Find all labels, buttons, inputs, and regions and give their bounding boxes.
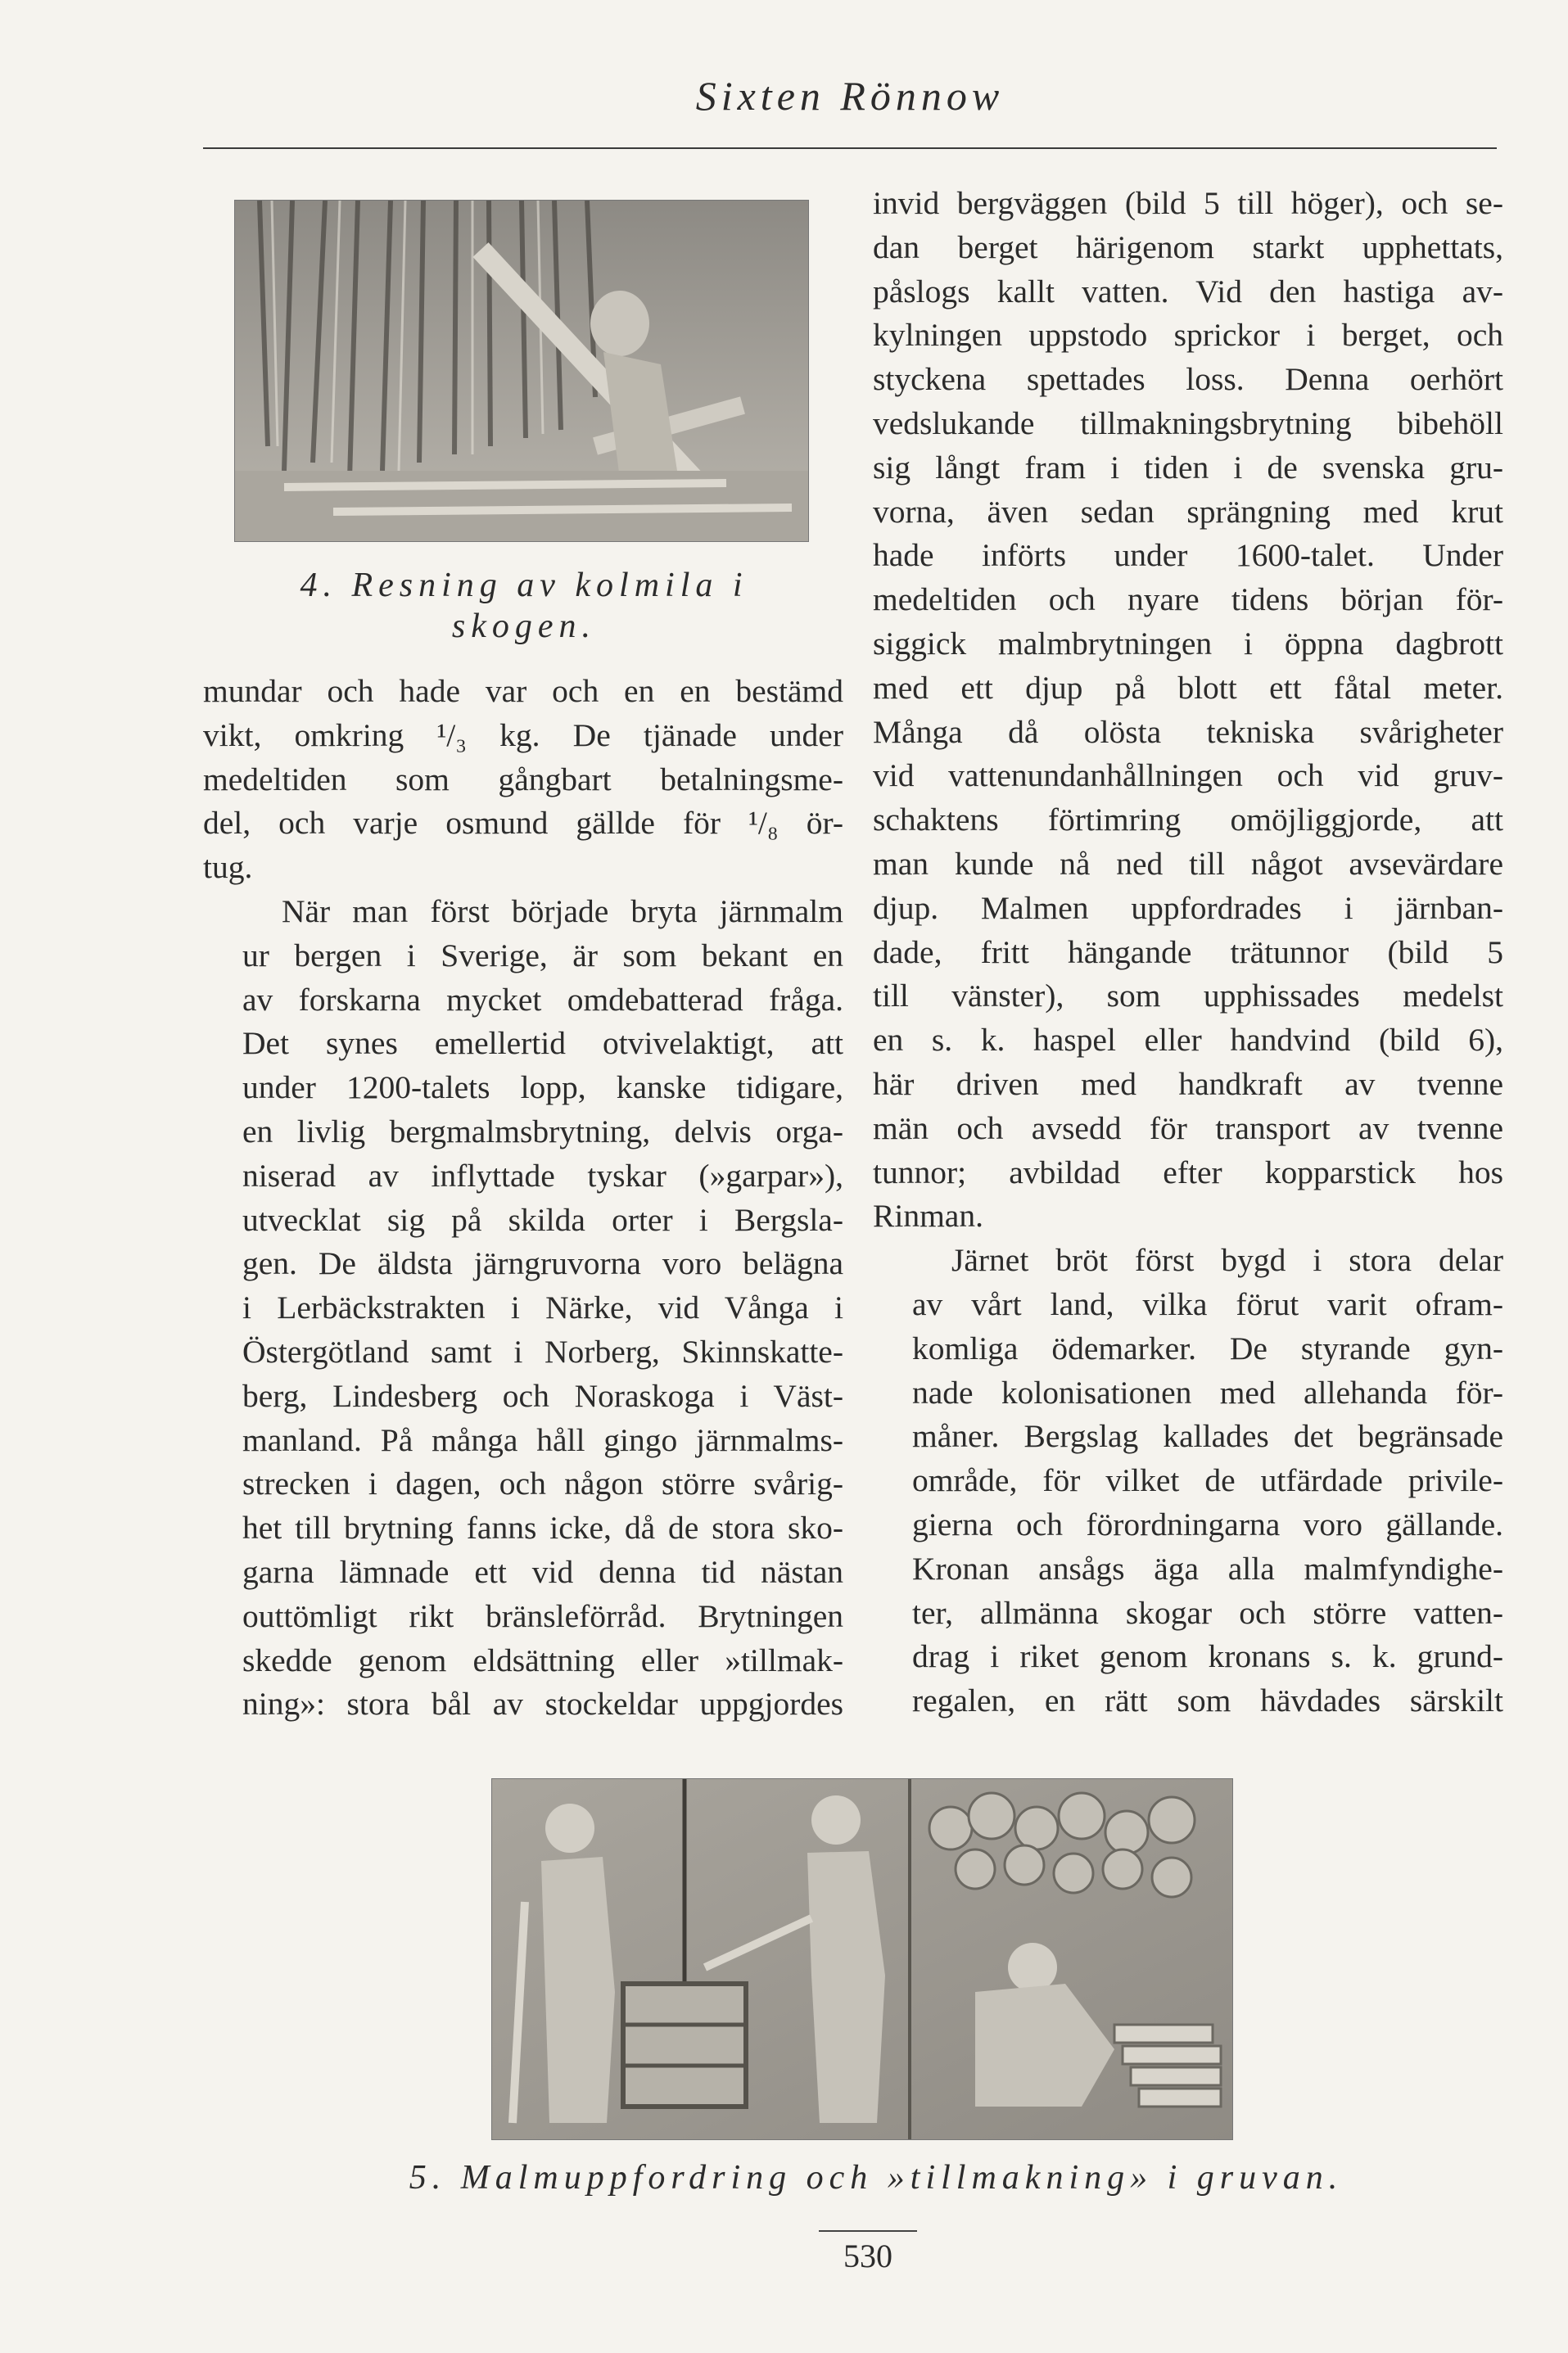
text-line: vid vattenundanhållningen och vid gruv- bbox=[873, 757, 1503, 794]
text-line: utvecklat sig på skilda orter i Bergsla- bbox=[242, 1201, 843, 1238]
text-line: Järnet bröt först bygd i stora delar bbox=[951, 1242, 1503, 1279]
text-line: påslogs kallt vatten. Vid den hastiga av- bbox=[873, 273, 1503, 309]
text-line: djup. Malmen uppfordrades i järnban- bbox=[873, 889, 1503, 926]
text-line: regalen, en rätt som hävdades särskilt bbox=[912, 1682, 1503, 1719]
figure-4-relief-image bbox=[234, 200, 809, 542]
text-line: ur bergen i Sverige, är som bekant en bbox=[242, 937, 843, 973]
figure-5-caption: 5. Malmuppfordring och »tillmakning» i gruvan. bbox=[409, 2159, 1344, 2197]
text-line: område, för vilket de utfärdade privile- bbox=[912, 1462, 1503, 1499]
text-line: manland. På många håll gingo järnmalms- bbox=[242, 1421, 843, 1458]
text-line: dade, fritt hängande trätunnor (bild 5 bbox=[873, 933, 1503, 970]
figure-4-caption-line1: 4. Resning av kolmila i bbox=[300, 567, 748, 604]
text-line: skedde genom eldsättning eller »tillmak- bbox=[242, 1642, 843, 1678]
left-text-column bbox=[203, 670, 843, 1727]
left-paragraph-1 bbox=[203, 670, 843, 890]
text-line: här driven med handkraft av tvenne bbox=[873, 1065, 1503, 1102]
left-paragraph-2 bbox=[203, 890, 843, 1727]
text-line: av vårt land, vilka förut varit ofram- bbox=[912, 1285, 1503, 1322]
text-line: av forskarna mycket omdebatterad fråga. bbox=[242, 981, 843, 1018]
text-line: nade kolonisationen med allehanda för- bbox=[912, 1374, 1503, 1411]
text-line: Många då olösta tekniska svårigheter bbox=[873, 713, 1503, 750]
text-line: het till brytning fanns icke, då de stora sko- bbox=[242, 1510, 843, 1547]
text-line: män och avsedd för transport av tvenne bbox=[873, 1109, 1503, 1146]
text-line: schaktens förtimring omöjliggjorde, att bbox=[873, 802, 1503, 838]
right-paragraph-2 bbox=[873, 1239, 1503, 1723]
text-line: vikt, omkring ¹/₃ kg. De tjänade under bbox=[203, 716, 843, 753]
text-line: med ett djup på blott ett fåtal meter. bbox=[873, 669, 1503, 706]
text-line: niserad av inflyttade tyskar (»garpar»), bbox=[242, 1157, 843, 1194]
figure-4-caption bbox=[237, 565, 811, 647]
text-line: garna lämnade ett vid denna tid nästan bbox=[242, 1553, 843, 1590]
right-text-column bbox=[873, 182, 1503, 1723]
text-line: berg, Lindesberg och Noraskoga i Väst- bbox=[242, 1377, 843, 1414]
figure-5-relief-image bbox=[491, 1778, 1233, 2140]
text-line: en livlig bergmalmsbrytning, delvis orga- bbox=[242, 1113, 843, 1149]
text-line: en s. k. haspel eller handvind (bild 6), bbox=[873, 1022, 1503, 1059]
text-line: hade införts under 1600-talet. Under bbox=[873, 537, 1503, 574]
text-line: gen. De äldsta järngruvorna voro belägna bbox=[242, 1245, 843, 1282]
right-paragraph-1 bbox=[873, 182, 1503, 1239]
figure-4-caption-line2: skogen. bbox=[451, 607, 597, 645]
text-line: tug. bbox=[203, 849, 253, 886]
text-line: del, och varje osmund gällde för ¹/₈ ör- bbox=[203, 805, 843, 842]
text-line: medeltiden och nyare tidens början för- bbox=[873, 581, 1503, 618]
text-line: komliga ödemarker. De styrande gyn- bbox=[912, 1330, 1503, 1366]
text-line: kylningen uppstodo sprickor i berget, och bbox=[873, 317, 1503, 354]
text-line: ning»: stora bål av stockeldar uppgjordes bbox=[242, 1686, 843, 1723]
text-line: drag i riket genom kronans s. k. grund- bbox=[912, 1638, 1503, 1675]
text-line: mundar och hade var och en en bestämd bbox=[203, 673, 843, 709]
text-line: under 1200-talets lopp, kanske tidigare, bbox=[242, 1069, 843, 1106]
page-number: 530 bbox=[819, 2230, 917, 2275]
text-line: invid bergväggen (bild 5 till höger), och se- bbox=[873, 185, 1503, 221]
text-line: medeltiden som gångbart betalningsme- bbox=[203, 761, 843, 797]
text-line: i Lerbäckstrakten i Närke, vid Vånga i bbox=[242, 1289, 843, 1326]
text-line: ter, allmänna skogar och större vatten- bbox=[912, 1594, 1503, 1631]
text-line: När man först började bryta järnmalm bbox=[282, 892, 843, 929]
text-line: Östergötland samt i Norberg, Skinnskatte- bbox=[242, 1333, 843, 1370]
text-line: Kronan ansågs äga alla malmfyndighe- bbox=[912, 1550, 1503, 1587]
text-line: dan berget härigenom starkt upphettats, bbox=[873, 228, 1503, 265]
header-rule bbox=[203, 147, 1497, 149]
text-line: man kunde nå ned till något avsevärdare bbox=[873, 845, 1503, 882]
text-line: outtömligt rikt bränsleförråd. Brytningen bbox=[242, 1597, 843, 1634]
running-header: Sixten Rönnow bbox=[695, 73, 1005, 119]
text-line: Rinman. bbox=[873, 1198, 983, 1235]
text-line: styckena spettades loss. Denna oerhört bbox=[873, 361, 1503, 398]
text-line: vedslukande tillmakningsbrytning bibehöll bbox=[873, 404, 1503, 441]
text-line: vorna, även sedan sprängning med krut bbox=[873, 493, 1503, 530]
text-line: till vänster), som upphissades medelst bbox=[873, 978, 1503, 1014]
text-line: sig långt fram i tiden i de svenska gru- bbox=[873, 449, 1503, 486]
text-line: siggick malmbrytningen i öppna dagbrott bbox=[873, 625, 1503, 662]
text-line: strecken i dagen, och någon större svårig- bbox=[242, 1466, 843, 1502]
text-line: tunnor; avbildad efter kopparstick hos bbox=[873, 1154, 1503, 1190]
text-line: måner. Bergslag kallades det begränsade bbox=[912, 1418, 1503, 1455]
text-line: gierna och förordningarna voro gällande. bbox=[912, 1506, 1503, 1542]
text-line: Det synes emellertid otvivelaktigt, att bbox=[242, 1025, 843, 1062]
